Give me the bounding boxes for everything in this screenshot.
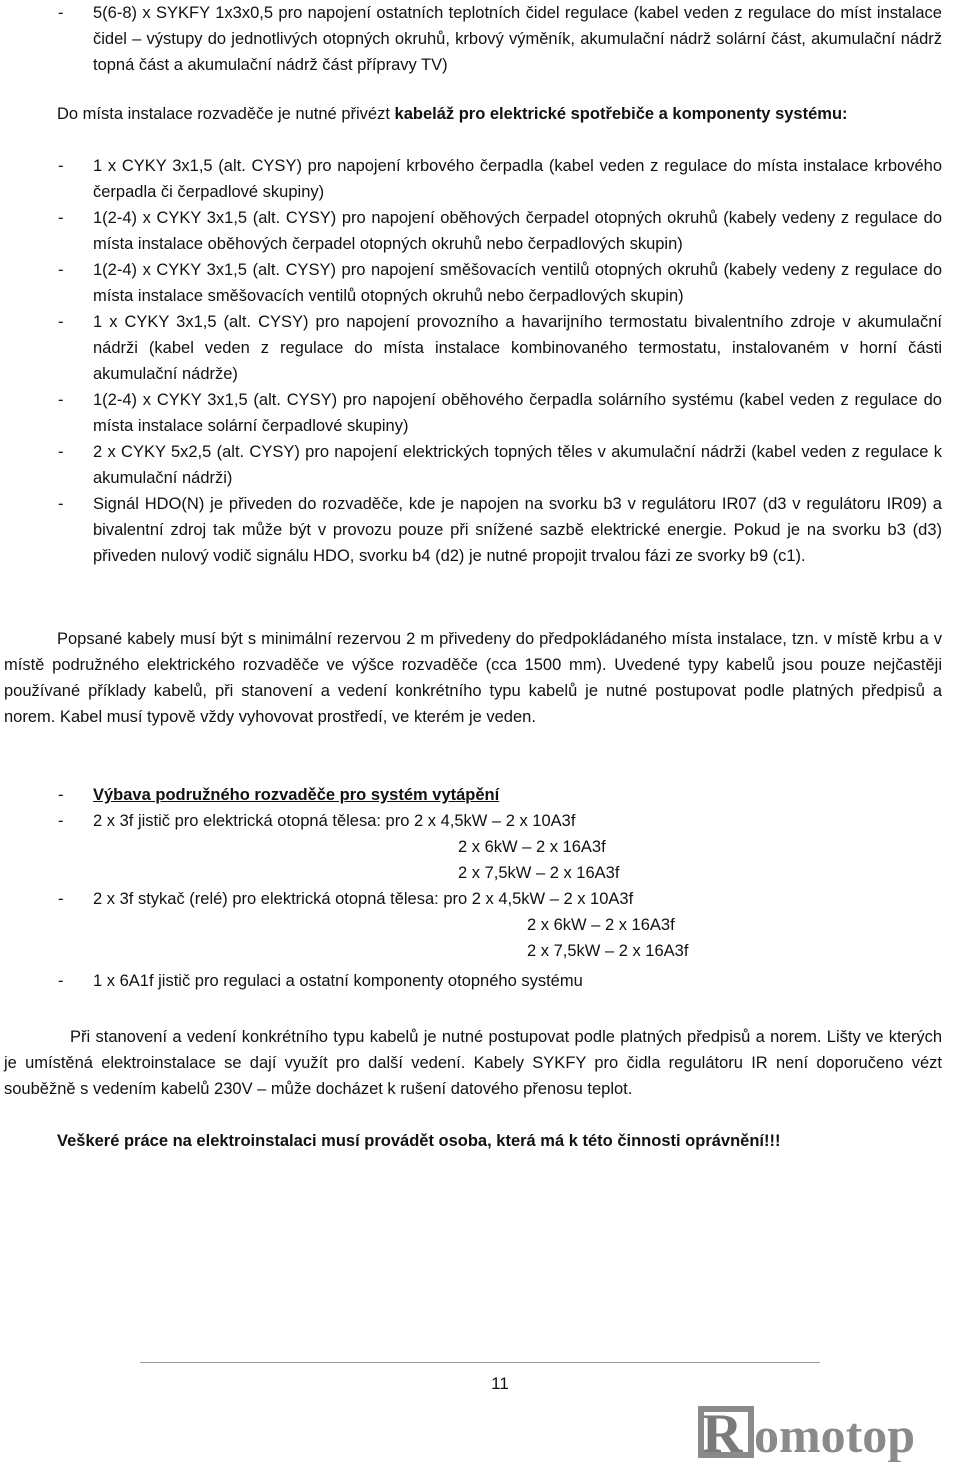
cabling-intro-bold: kabeláž pro elektrické spotřebiče a komponenty systému: [394, 105, 848, 123]
cable-item-text: 1(2-4) x CYKY 3x1,5 (alt. CYSY) pro napojení směšovacích ventilů otopných okruhů (kabely vedeny z regulace do místa instalace směšovacích ventilů otopných okruhů nebo čerpadlových skupin) [93, 261, 942, 305]
list-dash: - [58, 209, 64, 227]
equipment-list [58, 782, 942, 834]
safety-warning: Veškeré práce na elektroinstalaci musí provádět osoba, která má k této činnosti oprávnění!!! [57, 1132, 781, 1150]
cable-item-text: 1 x CYKY 3x1,5 (alt. CYSY) pro napojení provozního a havarijního termostatu bivalentního zdroje v akumulační nádrži (kabel veden z regulace do místa instalace kombinovaného termostatu, instalovaném v horní části akumulační nádrže) [93, 313, 942, 383]
equipment-heading: Výbava podružného rozvaděče pro systém vytápění [93, 786, 500, 804]
footer-divider [140, 1362, 820, 1363]
list-dash: - [58, 313, 64, 331]
list-dash: - [58, 890, 64, 908]
equipment-subvalue: 2 x 6kW – 2 x 16A3f [527, 916, 675, 934]
equipment-list-2 [58, 886, 942, 912]
equipment-list-3 [58, 968, 942, 994]
equipment-subvalue: 2 x 7,5kW – 2 x 16A3f [527, 942, 689, 960]
list-item [58, 886, 942, 912]
list-item [58, 782, 942, 808]
list-item [58, 808, 942, 834]
equipment-item-text: 1 x 6A1f jistič pro regulaci a ostatní komponenty otopného systému [93, 972, 583, 990]
cable-item-text: Signál HDO(N) je přiveden do rozvaděče, kde je napojen na svorku b3 v regulátoru IR07 (d3 v regulátoru IR09) a bivalentní zdroj tak může být v provozu pouze při snížené sazbě elektrické energie. Pokud je na svorku b3 (d3) přiveden nulový vodič signálu HDO, svorku b4 (d2) je nutné propojit trvalou fázi ze svorky b9 (c1). [93, 495, 942, 565]
list-dash: - [58, 972, 64, 990]
list-item [58, 0, 942, 78]
list-dash: - [58, 261, 64, 279]
cable-list [58, 153, 942, 569]
cable-item [58, 205, 942, 257]
cable-item [58, 491, 942, 569]
cable-item-text: 2 x CYKY 5x2,5 (alt. CYSY) pro napojení elektrických topných těles v akumulační nádrži (kabel veden z regulace k akumulační nádrži) [93, 443, 942, 487]
cable-item [58, 309, 942, 387]
cable-reserve-paragraph: Popsané kabely musí být s minimální rezervou 2 m přivedeny do předpokládaného místa instalace, tzn. v místě krbu a v místě podružného elektrického rozvaděče ve výšce rozvaděče (cca 1500 mm). Uvedené typy kabelů jsou pouze nejčastěji používané příklady kabelů, při stanovení a vedení konkrétního typu kabelů je nutné postupovat podle platných předpisů a norem. Kabel musí typově vždy vyhovovat prostředí, ve kterém je veden. [4, 630, 942, 726]
logo-wordmark: omotop [754, 1407, 916, 1462]
cable-item-text: 1(2-4) x CYKY 3x1,5 (alt. CYSY) pro napojení oběhového čerpadla solárního systému (kabel veden z regulace do místa instalace solární čerpadlové skupiny) [93, 391, 942, 435]
list-dash: - [58, 391, 64, 409]
logo-r-glyph: R [702, 1403, 743, 1462]
list-dash: - [58, 495, 64, 513]
equipment-subvalue: 2 x 7,5kW – 2 x 16A3f [458, 864, 620, 882]
page-number: 11 [491, 1374, 509, 1393]
equipment-item-text: 2 x 3f stykač (relé) pro elektrická otopná tělesa: pro 2 x 4,5kW – 2 x 10A3f [93, 890, 634, 908]
list-dash: - [58, 786, 64, 804]
cable-item [58, 387, 942, 439]
cabling-intro-text: Do místa instalace rozvaděče je nutné přivézt [57, 105, 395, 123]
list-dash: - [58, 443, 64, 461]
list-item-text: 5(6-8) x SYKFY 1x3x0,5 pro napojení ostatních teplotních čidel regulace (kabel veden z regulace do míst instalace čidel – výstupy do jednotlivých otopných okruhů, krbový výměník, akumulační nádrž solární část, akumulační nádrž topná část a akumulační nádrž část přípravy TV) [93, 4, 942, 74]
list-dash: - [58, 157, 64, 175]
cable-item-text: 1 x CYKY 3x1,5 (alt. CYSY) pro napojení krbového čerpadla (kabel veden z regulace do místa instalace krbového čerpadla či čerpadlové skupiny) [93, 157, 942, 201]
equipment-subvalue: 2 x 6kW – 2 x 16A3f [458, 838, 606, 856]
regulations-paragraph: Při stanovení a vedení konkrétního typu kabelů je nutné postupovat podle platných předpisů a norem. Lišty ve kterých je umístěná elektroinstalace se dají využít pro další vedení. Kabely SYKFY pro čidla regulátoru IR není doporučeno vézt souběžně s vedením kabelů 230V – může docházet k rušení datového přenosu teplot. [4, 1028, 942, 1098]
intro-list [58, 0, 942, 78]
romotop-logo [696, 1396, 958, 1462]
cable-item [58, 439, 942, 491]
list-dash: - [58, 4, 64, 22]
cable-item [58, 153, 942, 205]
cable-item-text: 1(2-4) x CYKY 3x1,5 (alt. CYSY) pro napojení oběhových čerpadel otopných okruhů (kabely vedeny z regulace do místa instalace oběhových čerpadel otopných okruhů nebo čerpadlových skupin) [93, 209, 942, 253]
cabling-intro-paragraph [4, 101, 942, 127]
equipment-item-text: 2 x 3f jistič pro elektrická otopná tělesa: pro 2 x 4,5kW – 2 x 10A3f [93, 812, 576, 830]
list-item [58, 968, 942, 994]
list-dash: - [58, 812, 64, 830]
cable-item [58, 257, 942, 309]
